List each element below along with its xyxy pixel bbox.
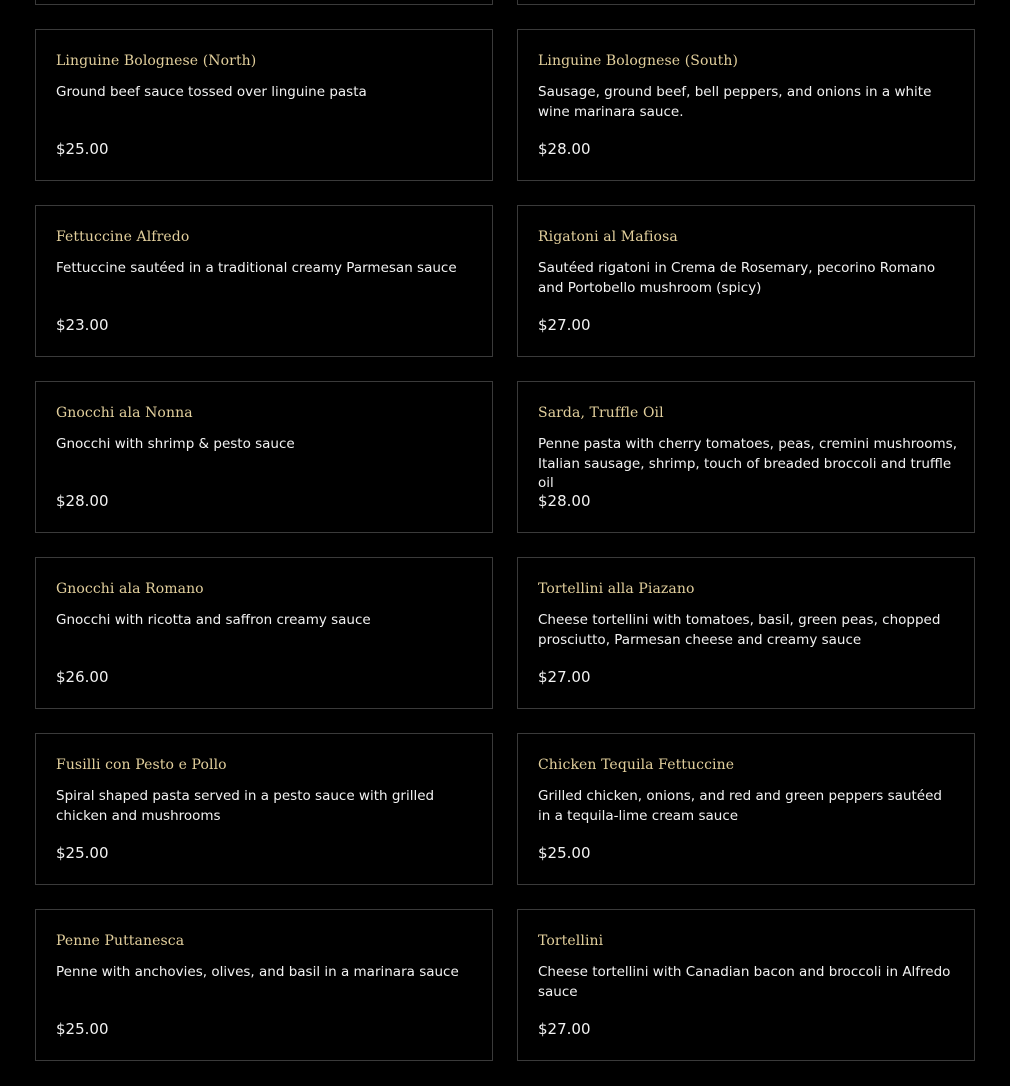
menu-item-card xyxy=(517,557,975,709)
menu-item-description: Cheese tortellini with Canadian bacon and broccoli in Alfredo sauce xyxy=(538,964,951,1000)
menu-item-description: Fettuccine sautéed in a traditional creamy Parmesan sauce xyxy=(56,260,457,276)
menu-item-price: $28.00 xyxy=(538,140,591,158)
menu-item-name: Penne Puttanesca xyxy=(56,933,185,949)
menu-item-card xyxy=(517,733,975,885)
menu-item-price: $27.00 xyxy=(538,316,591,334)
menu-card-cutoff xyxy=(35,0,493,5)
menu-item-name: Fusilli con Pesto e Pollo xyxy=(56,757,227,773)
menu-item-card xyxy=(517,29,975,181)
menu-item-price: $26.00 xyxy=(56,668,109,686)
menu-item-card xyxy=(517,381,975,533)
menu-item-card xyxy=(35,733,493,885)
menu-item-card xyxy=(35,381,493,533)
menu-item-price: $23.00 xyxy=(56,316,109,334)
menu-item-card xyxy=(517,909,975,1061)
menu-item-description: Cheese tortellini with tomatoes, basil, green peas, chopped prosciutto, Parmesan cheese and creamy sauce xyxy=(538,612,941,648)
menu-item-description: Penne pasta with cherry tomatoes, peas, cremini mushrooms, Italian sausage, shrimp, touch of breaded broccoli and truffle oil xyxy=(538,436,958,491)
menu-item-name: Rigatoni al Mafiosa xyxy=(538,229,678,245)
menu-item-description: Sausage, ground beef, bell peppers, and onions in a white wine marinara sauce. xyxy=(538,84,932,120)
menu-item-card xyxy=(35,205,493,357)
menu-item-price: $27.00 xyxy=(538,1020,591,1038)
menu-item-description: Ground beef sauce tossed over linguine pasta xyxy=(56,84,367,100)
menu-item-name: Gnocchi ala Romano xyxy=(56,581,204,597)
menu-item-card xyxy=(35,557,493,709)
menu-item-name: Tortellini alla Piazano xyxy=(538,581,695,597)
menu-item-name: Chicken Tequila Fettuccine xyxy=(538,757,735,773)
menu-grid xyxy=(35,0,975,1061)
menu-item-price: $28.00 xyxy=(538,492,591,510)
menu-item-card xyxy=(35,29,493,181)
menu-item-name: Fettuccine Alfredo xyxy=(56,229,190,245)
menu-item-description: Spiral shaped pasta served in a pesto sauce with grilled chicken and mushrooms xyxy=(56,788,435,824)
menu-item-description: Penne with anchovies, olives, and basil in a marinara sauce xyxy=(56,964,459,980)
menu-item-name: Gnocchi ala Nonna xyxy=(56,405,193,421)
menu-item-price: $25.00 xyxy=(56,844,109,862)
menu-item-price: $25.00 xyxy=(538,844,591,862)
menu-item-name: Linguine Bolognese (South) xyxy=(538,53,739,69)
menu-item-price: $28.00 xyxy=(56,492,109,510)
menu-item-price: $25.00 xyxy=(56,1020,109,1038)
menu-item-description: Gnocchi with ricotta and saffron creamy sauce xyxy=(56,612,371,628)
menu-item-card xyxy=(35,909,493,1061)
menu-item-price: $25.00 xyxy=(56,140,109,158)
menu-item-price: $27.00 xyxy=(538,668,591,686)
menu-item-card xyxy=(517,205,975,357)
menu-item-name: Linguine Bolognese (North) xyxy=(56,53,257,69)
menu-item-description: Sautéed rigatoni in Crema de Rosemary, pecorino Romano and Portobello mushroom (spicy) xyxy=(538,260,936,296)
menu-item-description: Gnocchi with shrimp & pesto sauce xyxy=(56,436,295,452)
menu-item-name: Sarda, Truffle Oil xyxy=(538,405,664,421)
menu-item-name: Tortellini xyxy=(538,933,604,949)
menu-card-cutoff xyxy=(517,0,975,5)
menu-item-description: Grilled chicken, onions, and red and green peppers sautéed in a tequila-lime cream sauce xyxy=(538,788,942,824)
